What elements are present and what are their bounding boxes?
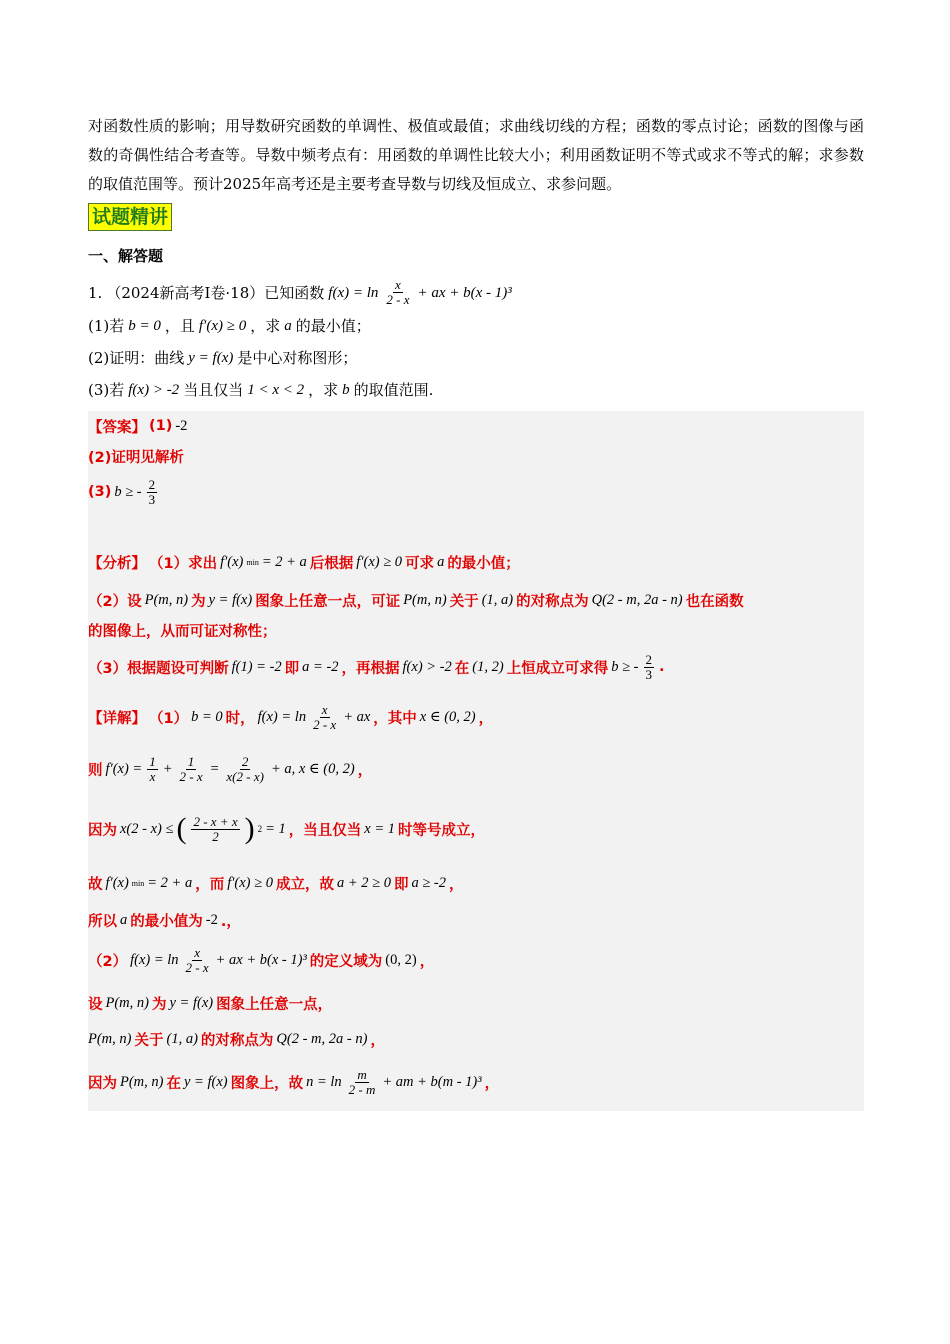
- problem-source: （2024新高考Ⅰ卷·18）已知函数: [106, 283, 325, 302]
- page-content: [88, 112, 864, 1111]
- analysis-line-3: 的图像上，从而可证对称性；: [88, 623, 277, 640]
- function-lhs: f(x) = ln: [328, 284, 379, 301]
- detail-line-7: 设 P(m, n) 为 y = f(x) 图象上任意一点，: [88, 994, 333, 1013]
- detail-line-3: 因为 x(2 - x) ≤ ( $\frac{2 - x + x}{2}$ ) 2 = 1 ，当且仅当 x = 1 时等号成立，: [88, 812, 486, 845]
- analysis-line-4: （3）根据题设可判断 f(1) = -2 即 a = -2 ，再根据 f(x) > -2 在 (1, 2) 上恒成立可求得 b ≥ - $\frac{2}{3}$ .: [88, 651, 665, 682]
- detail-line-6: （2） f(x) = ln $\frac{x}{2 - x}$ + ax + b(x - 1)³ 的定义域为 (0, 2) ，: [88, 944, 435, 975]
- section-banner: 试题精讲: [88, 203, 172, 231]
- answer-line-3: (3) b ≥ - $\frac{2}{3}$: [88, 476, 156, 507]
- answer-line-1: 【答案】 (1) -2: [88, 417, 188, 436]
- section-heading: 一、解答题: [88, 247, 164, 265]
- function-rhs: + ax + b(x - 1)³: [417, 284, 512, 301]
- problem-number: 1.: [88, 283, 103, 302]
- intro-paragraph: 对函数性质的影响；用导数研究函数的单调性、极值或最值；求曲线切线的方程；函数的零点讨论；函数的图像与函数的奇偶性结合考查等。导数中频考点有：用函数的单调性比较大小；利用函数证明不等式或求不等式的解；求参数的取值范围等。预计2025年高考还是主要考查导数与切线及恒成立、求参问题。: [88, 117, 864, 193]
- detail-line-2: 则 f′(x) = $\frac{1}{x}$ + $\frac{1}{2 - x}$ = $\frac{2}{x(2 - x)}$ + a, x ∈ (0, 2) ，: [88, 753, 373, 784]
- analysis-line-2: （2）设 P(m, n) 为 y = f(x) 图象上任意一点，可证 P(m, n) 关于 (1, a) 的对称点为 Q(2 - m, 2a - n) 也在函数: [88, 591, 744, 610]
- detail-line-4: 故 f′(x) min = 2 + a ，而 f′(x) ≥ 0 成立，故 a + 2 ≥ 0 即 a ≥ -2 ，: [88, 874, 464, 893]
- detail-line-1: 【详解】 （1） b = 0 时， f(x) = ln $\frac{x}{2 - x}$ + ax ，其中 x ∈ (0, 2) ，: [88, 701, 494, 732]
- function-fraction: $\frac{x}{2 - x}$: [386, 277, 410, 307]
- problem-statement: [88, 278, 864, 307]
- problem-part-3: (3)若 f(x) > -2 当且仅当 1 < x < 2 ，求 b 的取值范围.: [88, 381, 434, 399]
- analysis-line-1: 【分析】 （1）求出 f′(x) min = 2 + a 后根据 f′(x) ≥ 0 可求 a 的最小值；: [88, 553, 520, 572]
- problem-part-1: (1)若 b = 0 ，且 f′(x) ≥ 0 ，求 a 的最小值；: [88, 317, 371, 335]
- answer-line-2: (2)证明见解析: [88, 449, 184, 466]
- detail-line-9: 因为 P(m, n) 在 y = f(x) 图象上，故 n = ln $\frac{m}{2 - m}$ + am + b(m - 1)³ ，: [88, 1066, 500, 1097]
- detail-line-8: P(m, n) 关于 (1, a) 的对称点为 Q(2 - m, 2a - n) ，: [88, 1030, 385, 1049]
- detail-line-5: 所以 a 的最小值为 -2 .，: [88, 911, 241, 930]
- problem-part-2: (2)证明：曲线 y = f(x) 是中心对称图形；: [88, 349, 358, 367]
- answer-block: [88, 411, 864, 1111]
